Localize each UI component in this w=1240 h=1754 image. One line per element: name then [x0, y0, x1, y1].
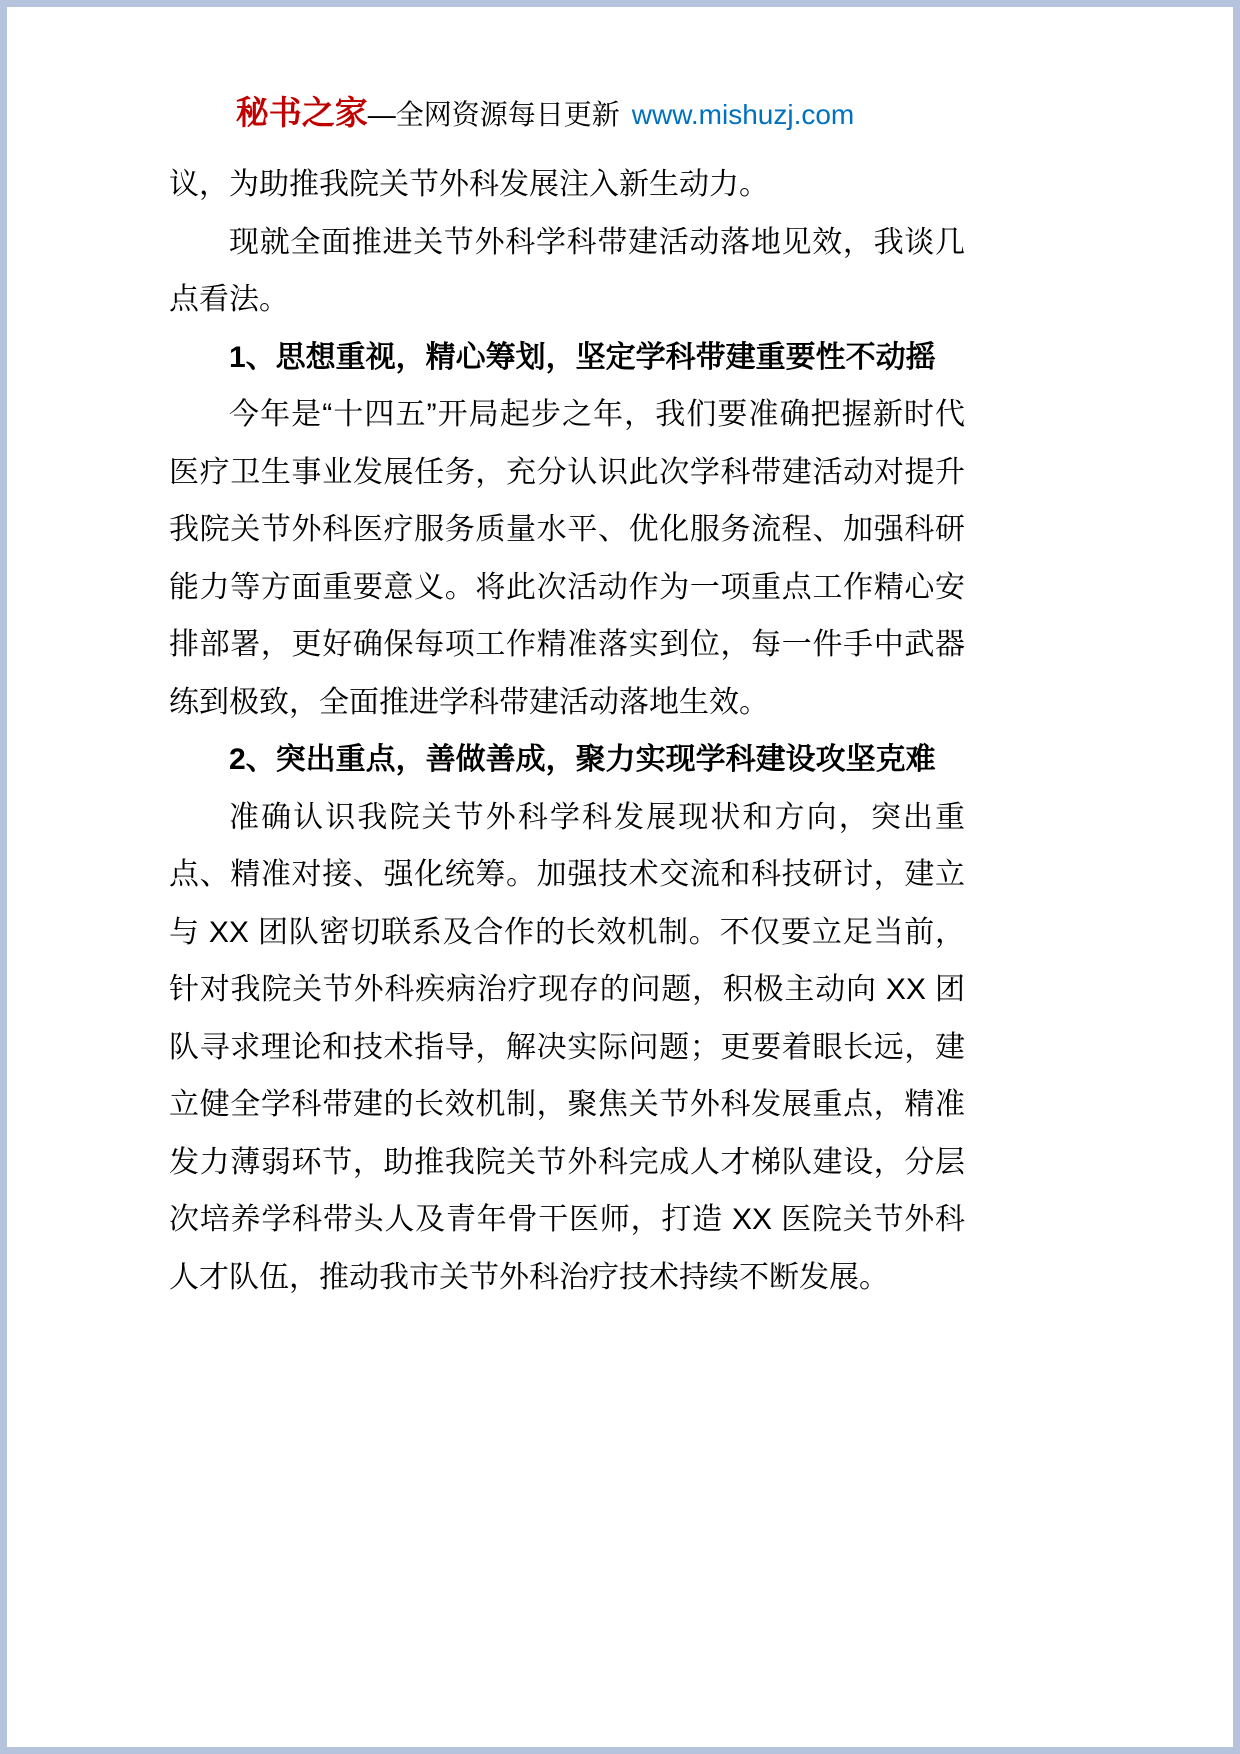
document-body [169, 156, 965, 1306]
body-paragraph: 准确认识我院关节外科学科发展现状和方向，突出重点、精准对接、强化统筹。加强技术交流和科技研讨，建立与 XX 团队密切联系及合作的长效机制。不仅要立足当前，针对我院关节外科疾病治疗现存的问题，积极主动向 XX 团队寻求理论和技术指导，解决实际问题；更要着眼长远，建立健全学科带建的长效机制，聚焦关节外科发展重点，精准发力薄弱环节，助推我院关节外科完成人才梯队建设，分层次培养学科带头人及青年骨干医师，打造 XX 医院关节外科人才队伍，推动我市关节外科治疗技术持续不断发展。 [169, 800, 965, 1294]
body-paragraph: 议，为助推我院关节外科发展注入新生动力。 [169, 168, 769, 201]
section-heading: 1、思想重视，精心筹划，坚定学科带建重要性不动摇 [229, 340, 936, 374]
section-heading: 2、突出重点，善做善成，聚力实现学科建设攻坚克难 [229, 743, 936, 776]
site-tagline: —全网资源每日更新 [367, 99, 620, 130]
body-paragraph: 现就全面推进关节外科学科带建活动落地见效，我谈几点看法。 [169, 225, 965, 316]
site-url-link[interactable]: www.mishuzj.com [631, 99, 855, 130]
site-brand: 秘书之家 [235, 94, 368, 131]
body-paragraph: 今年是“十四五”开局起步之年，我们要准确把握新时代医疗卫生事业发展任务，充分认识此次学科带建活动对提升我院关节外科医疗服务质量水平、优化服务流程、加强科研能力等方面重要意义。将此次活动作为一项重点工作精心安排部署，更好确保每项工作精准落实到位，每一件手中武器练到极致，全面推进学科带建活动落地生效。 [169, 398, 965, 719]
document-content [7, 7, 1233, 1306]
document-header [147, 91, 943, 142]
